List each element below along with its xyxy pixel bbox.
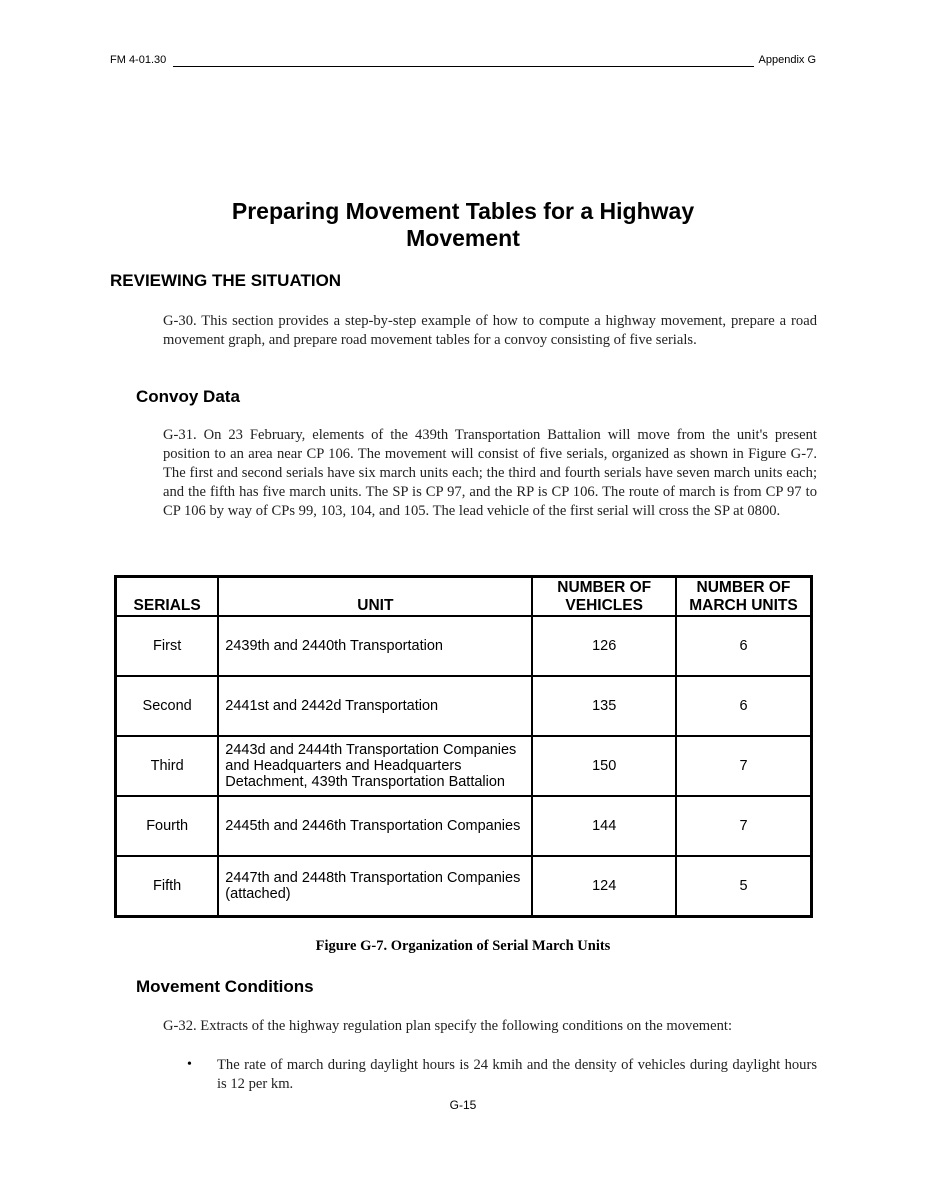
- page-title-text: Preparing Movement Tables for a Highway Movement: [231, 198, 695, 251]
- subheading-convoy-data: Convoy Data: [136, 387, 240, 406]
- col-header: NUMBER OF MARCH UNITS: [676, 577, 812, 617]
- cell-serial: Fourth: [116, 796, 219, 856]
- col-header: SERIALS: [116, 577, 219, 617]
- table-header-row: [116, 577, 812, 617]
- figure-caption: Figure G-7. Organization of Serial March Units: [315, 938, 611, 954]
- cell-march-units: 5: [676, 856, 812, 917]
- cell-unit: 2445th and 2446th Transportation Companies: [218, 796, 532, 856]
- table-row: [116, 796, 812, 856]
- table-row: [116, 736, 812, 796]
- cell-vehicles: 150: [532, 736, 676, 796]
- table-row: [116, 676, 812, 736]
- cell-vehicles: 124: [532, 856, 676, 917]
- cell-march-units: 7: [676, 736, 812, 796]
- cell-unit: 2441st and 2442d Transportation: [218, 676, 532, 736]
- paragraph-g31: G-31. On 23 February, elements of the 439th Transportation Battalion will move from the unit's present position to an area near CP 106. The movement will consist of five serials, organized as shown in Figure G-7. The first and second serials have six march units each; the third and fourth serials have seven march units each; and the fifth has five march units. The SP is CP 97, and the RP is CP 106. The route of march is from CP 97 to CP 106 by way of CPs 99, 103, 104, and 105. The lead vehicle of the first serial will cross the SP at 0800.: [163, 427, 817, 519]
- serials-table: [114, 575, 813, 918]
- section-heading: REVIEWING THE SITUATION: [110, 271, 342, 290]
- bullet-icon: •: [187, 1057, 192, 1072]
- cell-unit: 2447th and 2448th Transportation Companies (attached): [218, 856, 532, 917]
- cell-vehicles: 126: [532, 616, 676, 676]
- cell-vehicles: 135: [532, 676, 676, 736]
- cell-serial: First: [116, 616, 219, 676]
- cell-serial: Third: [116, 736, 219, 796]
- page-title: [100, 198, 826, 252]
- table-row: [116, 616, 812, 676]
- table-row: [116, 856, 812, 917]
- paragraph-g30: G-30. This section provides a step-by-step example of how to compute a highway movement, prepare a road movement graph, and prepare road movement tables for a convoy consisting of five serials.: [163, 313, 817, 348]
- cell-serial: Second: [116, 676, 219, 736]
- cell-unit: 2443d and 2444th Transportation Companies and Headquarters and Headquarters Detachment, 439th Transportation Battalion: [218, 736, 532, 796]
- col-header: NUMBER OF VEHICLES: [532, 577, 676, 617]
- page-number: G-15: [449, 1098, 477, 1112]
- paragraph-g32: G-32. Extracts of the highway regulation plan specify the following conditions on the movement:: [163, 1018, 733, 1034]
- header-right: Appendix G: [758, 54, 816, 66]
- col-header: UNIT: [218, 577, 532, 617]
- header-left: FM 4-01.30: [110, 54, 167, 66]
- header-rule: [173, 66, 754, 67]
- cell-serial: Fifth: [116, 856, 219, 917]
- cell-march-units: 6: [676, 676, 812, 736]
- cell-unit: 2439th and 2440th Transportation: [218, 616, 532, 676]
- cell-march-units: 7: [676, 796, 812, 856]
- cell-vehicles: 144: [532, 796, 676, 856]
- subheading-movement-conditions: Movement Conditions: [136, 977, 314, 996]
- bullet-item: The rate of march during daylight hours is 24 kmih and the density of vehicles during daylight hours is 12 per km.: [217, 1057, 817, 1092]
- cell-march-units: 6: [676, 616, 812, 676]
